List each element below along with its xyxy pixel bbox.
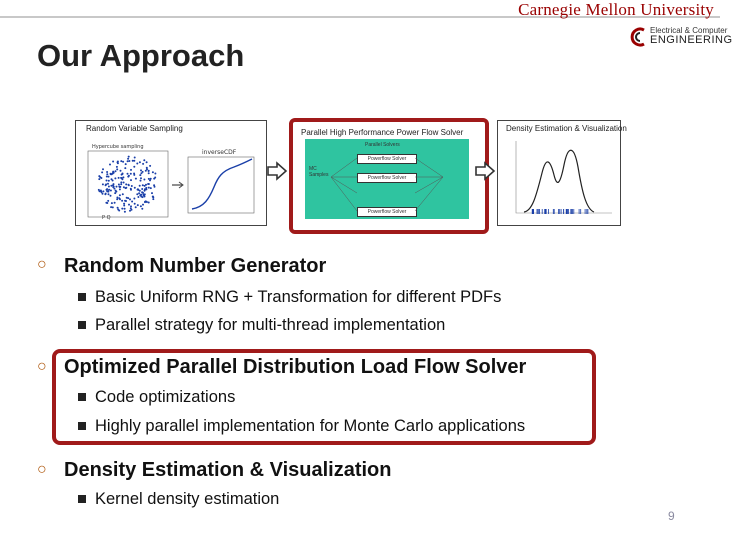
bullet-1-heading: Random Number Generator xyxy=(64,255,327,277)
scatter-dot xyxy=(111,202,113,204)
scatter-dot xyxy=(139,161,141,163)
scatter-dot xyxy=(106,188,108,190)
scatter-dot xyxy=(118,210,120,212)
scatter-dot xyxy=(140,205,142,207)
scatter-dot xyxy=(154,173,156,175)
scatter-dot xyxy=(152,196,154,198)
solver-panel xyxy=(289,118,489,234)
scatter-dot xyxy=(117,207,119,209)
scatter-dot xyxy=(139,190,141,192)
scatter-dot xyxy=(105,183,107,185)
scatter-dot xyxy=(143,159,145,161)
scatter-dot xyxy=(110,190,112,192)
scatter-dot xyxy=(114,202,116,204)
scatter-dot xyxy=(115,170,117,172)
scatter-dot xyxy=(120,183,122,185)
scatter-dot xyxy=(146,168,148,170)
scatter-dot xyxy=(123,186,125,188)
scatter-dot xyxy=(116,198,118,200)
bullet-square-icon xyxy=(78,422,86,430)
scatter-dot xyxy=(98,189,100,191)
scatter-dot xyxy=(130,188,132,190)
scatter-dot xyxy=(102,168,104,170)
scatter-dot xyxy=(109,164,111,166)
scatter-dot xyxy=(102,190,104,192)
bullet-circle-icon: ○ xyxy=(37,358,47,375)
scatter-dot xyxy=(142,192,144,194)
department-logo xyxy=(628,26,733,48)
scatter-dot xyxy=(116,186,118,188)
scatter-dot xyxy=(134,157,136,159)
scatter-dot xyxy=(118,177,120,179)
page-number: 9 xyxy=(668,509,675,523)
scatter-dot xyxy=(144,193,146,195)
scatter-dot xyxy=(147,183,149,185)
bullet-circle-icon: ○ xyxy=(37,256,47,273)
scatter-dot xyxy=(122,173,124,175)
scatter-dot xyxy=(108,186,110,188)
scatter-dot xyxy=(121,178,123,180)
scatter-dot xyxy=(148,202,150,204)
mc-samples-label: MC Samples xyxy=(309,166,329,178)
scatter-dot xyxy=(140,194,142,196)
scatter-dot xyxy=(150,178,152,180)
scatter-dot xyxy=(137,196,139,198)
svg-text:P Q: P Q xyxy=(102,215,111,221)
scatter-dot xyxy=(122,193,124,195)
solver-diagram xyxy=(305,139,469,219)
scatter-dot xyxy=(112,186,114,188)
scatter-dot xyxy=(131,185,133,187)
solver-connector-lines xyxy=(305,139,469,219)
department-big-label: ENGINEERING xyxy=(650,34,733,46)
scatter-dot xyxy=(110,206,112,208)
scatter-dot xyxy=(100,190,102,192)
cmu-logo-icon xyxy=(630,27,648,47)
scatter-dot xyxy=(133,166,135,168)
scatter-dot xyxy=(148,178,150,180)
scatter-dot xyxy=(120,181,122,183)
scatter-dot xyxy=(134,203,136,205)
sampling-panel xyxy=(75,120,267,226)
scatter-dot xyxy=(141,188,143,190)
bullet-2-sub-2: Highly parallel implementation for Monte Carlo applications xyxy=(78,417,525,436)
bullet-square-icon xyxy=(78,293,86,301)
scatter-dot xyxy=(116,197,118,199)
sampling-plots xyxy=(84,137,259,221)
scatter-dot xyxy=(125,163,127,165)
scatter-dot xyxy=(124,208,126,210)
scatter-dot xyxy=(114,177,116,179)
scatter-dot xyxy=(106,202,108,204)
bullet-square-icon xyxy=(78,321,86,329)
scatter-dot xyxy=(137,188,139,190)
scatter-dot xyxy=(98,178,100,180)
density-panel-title: Density Estimation & Visualization xyxy=(506,124,627,133)
scatter-dot xyxy=(144,188,146,190)
scatter-dot xyxy=(108,193,110,195)
scatter-dot xyxy=(139,174,141,176)
scatter-dot xyxy=(130,205,132,207)
scatter-dot xyxy=(143,179,145,181)
scatter-dot xyxy=(114,192,116,194)
scatter-dot xyxy=(128,156,130,158)
density-panel xyxy=(497,120,627,226)
scatter-dot xyxy=(153,178,155,180)
scatter-dot xyxy=(124,200,126,202)
scatter-dot xyxy=(108,176,110,178)
scatter-dot xyxy=(107,183,109,185)
scatter-dot xyxy=(132,160,134,162)
scatter-dot xyxy=(136,163,138,165)
scatter-dot xyxy=(129,198,131,200)
scatter-dot xyxy=(106,190,108,192)
scatter-dot xyxy=(115,190,117,192)
scatter-dot xyxy=(123,205,125,207)
scatter-dot xyxy=(144,201,146,203)
solver-box-1: Powerflow Solver xyxy=(357,154,417,164)
scatter-dot xyxy=(133,173,135,175)
bullet-2-sub-1: Code optimizations xyxy=(78,388,235,407)
scatter-dot xyxy=(119,188,121,190)
bullet-1-sub-2: Parallel strategy for multi-thread implementation xyxy=(78,316,445,335)
scatter-dot xyxy=(120,160,122,162)
scatter-dot xyxy=(136,193,138,195)
scatter-dot xyxy=(116,166,118,168)
bullet-2-heading: Optimized Parallel Distribution Load Flow Solver xyxy=(64,356,527,378)
scatter-dot xyxy=(112,180,114,182)
scatter-dot xyxy=(101,191,103,193)
scatter-dot xyxy=(116,168,118,170)
scatter-dot xyxy=(138,192,140,194)
scatter-dot xyxy=(102,183,104,185)
scatter-dot xyxy=(121,208,123,210)
scatter-dot xyxy=(127,160,129,162)
density-curve xyxy=(524,150,594,212)
scatter-dot xyxy=(104,193,106,195)
department-small-label: Electrical & Computer xyxy=(650,26,728,35)
scatter-dot xyxy=(118,184,120,186)
parallel-solvers-label: Parallel Solvers xyxy=(365,142,400,148)
scatter-dot xyxy=(123,203,125,205)
scatter-dot xyxy=(140,169,142,171)
scatter-dot xyxy=(135,178,137,180)
scatter-dot xyxy=(119,186,121,188)
scatter-dot xyxy=(110,173,112,175)
scatter-dot xyxy=(141,208,143,210)
scatter-dot xyxy=(148,187,150,189)
scatter-dot xyxy=(110,185,112,187)
scatter-dot xyxy=(152,198,154,200)
bullet-3-heading: Density Estimation & Visualization xyxy=(64,459,392,481)
scatter-dot xyxy=(122,161,124,163)
scatter-dot xyxy=(142,163,144,165)
solver-box-2: Powerflow Solver xyxy=(357,173,417,183)
scatter-dot xyxy=(133,198,135,200)
scatter-dot xyxy=(106,171,108,173)
bullet-circle-icon: ○ xyxy=(37,461,47,478)
scatter-dot xyxy=(108,180,110,182)
scatter-dot xyxy=(130,173,132,175)
scatter-dot xyxy=(144,185,146,187)
solver-panel-title: Parallel High Performance Power Flow Solver xyxy=(301,128,464,137)
bullet-3-sub-1: Kernel density estimation xyxy=(78,490,279,509)
scatter-dot xyxy=(142,184,144,186)
scatter-dot xyxy=(128,160,130,162)
scatter-dot xyxy=(139,185,141,187)
scatter-dot xyxy=(98,175,100,177)
scatter-dot xyxy=(127,197,129,199)
solver-box-3: Powerflow Solver xyxy=(357,207,417,217)
flow-arrow-icon xyxy=(266,160,288,182)
scatter-dot xyxy=(140,177,142,179)
scatter-dot xyxy=(152,171,154,173)
scatter-dot xyxy=(124,167,126,169)
scatter-dot xyxy=(148,172,150,174)
bullet-square-icon xyxy=(78,393,86,401)
scatter-dot xyxy=(118,197,120,199)
scatter-dot xyxy=(130,169,132,171)
sampling-panel-title: Random Variable Sampling xyxy=(86,124,183,133)
scatter-dot xyxy=(127,173,129,175)
scatter-dot xyxy=(140,172,142,174)
scatter-dot xyxy=(110,195,112,197)
scatter-dot xyxy=(128,175,130,177)
flow-arrow-icon xyxy=(474,160,496,182)
scatter-dot xyxy=(140,180,142,182)
scatter-dot xyxy=(125,187,127,189)
scatter-dot xyxy=(119,194,121,196)
scatter-dot xyxy=(146,161,148,163)
bullet-1-sub-1: Basic Uniform RNG + Transformation for different PDFs xyxy=(78,288,501,307)
scatter-dot xyxy=(154,186,156,188)
scatter-dot xyxy=(112,161,114,163)
scatter-dot xyxy=(107,200,109,202)
scatter-dot xyxy=(108,189,110,191)
scatter-dot xyxy=(128,204,130,206)
scatter-dot xyxy=(130,179,132,181)
scatter-dot xyxy=(106,180,108,182)
scatter-dot xyxy=(122,176,124,178)
scatter-dot xyxy=(112,206,114,208)
inverse-cdf-plot-title: inverseCDF xyxy=(202,149,237,156)
scatter-dot xyxy=(131,201,133,203)
scatter-dot xyxy=(120,170,122,172)
scatter-dot xyxy=(121,200,123,202)
scatter-dot xyxy=(101,171,103,173)
scatter-dot xyxy=(117,161,119,163)
scatter-dot xyxy=(130,207,132,209)
scatter-dot xyxy=(148,170,150,172)
scatter-dot xyxy=(124,211,126,213)
scatter-dot xyxy=(142,204,144,206)
scatter-dot xyxy=(149,165,151,167)
scatter-dot xyxy=(125,183,127,185)
scatter-dot xyxy=(128,184,130,186)
scatter-dot xyxy=(135,206,137,208)
scatter-dot xyxy=(127,158,129,160)
scatter-dot xyxy=(137,204,139,206)
slide-title: Our Approach xyxy=(37,38,245,73)
scatter-dot xyxy=(106,176,108,178)
hypercube-plot-title: Hypercube sampling xyxy=(92,144,144,150)
bullet-square-icon xyxy=(78,495,86,503)
density-plot xyxy=(502,137,616,221)
scatter-dot xyxy=(106,173,108,175)
scatter-dot xyxy=(151,192,153,194)
scatter-dot xyxy=(134,187,136,189)
scatter-dot xyxy=(150,187,152,189)
university-logo-text: Carnegie Mellon University xyxy=(518,0,714,19)
scatter-dot xyxy=(112,171,114,173)
scatter-dot xyxy=(123,182,125,184)
